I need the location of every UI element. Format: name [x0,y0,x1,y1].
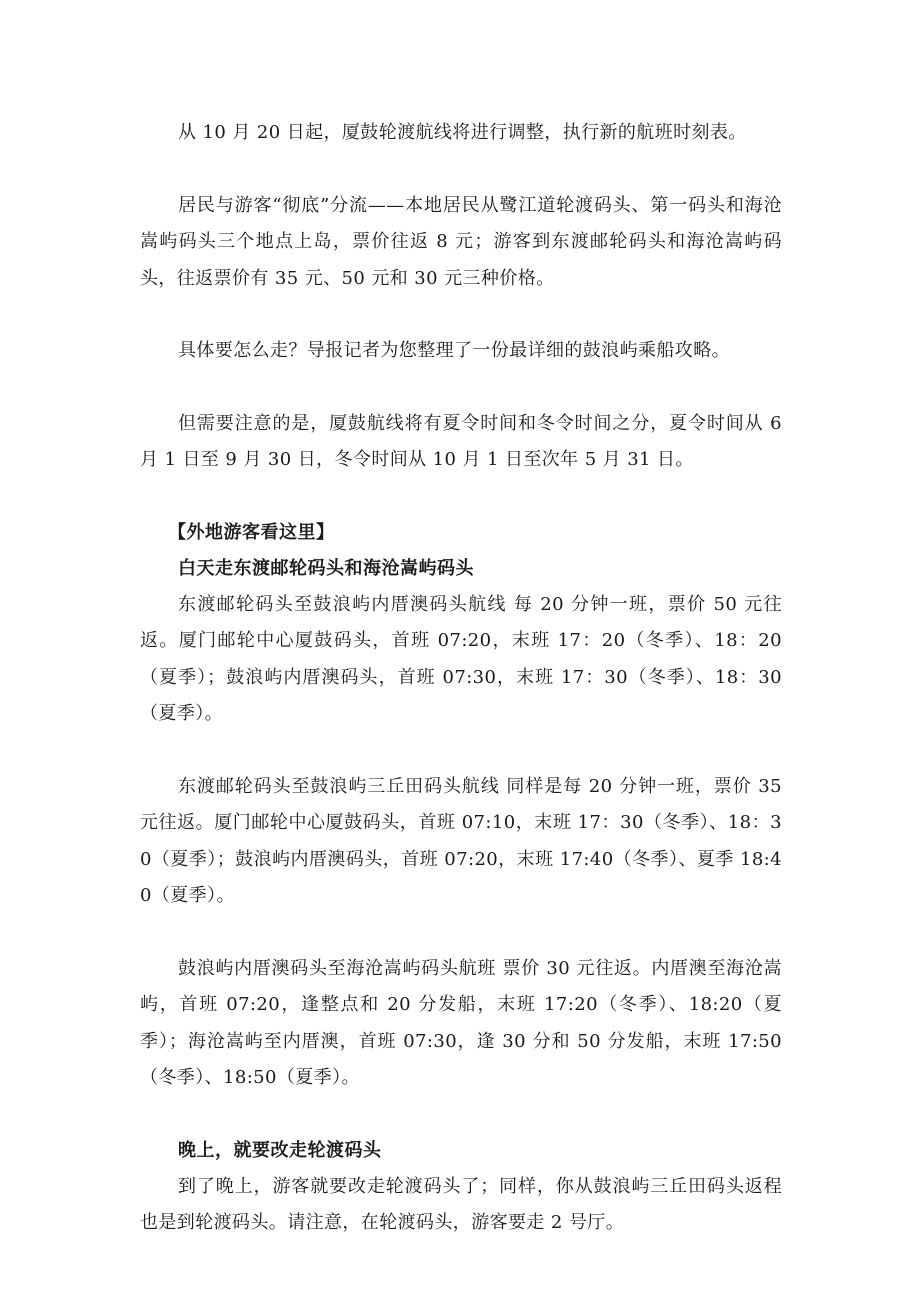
paragraph-gap [140,733,782,769]
paragraph-gap [140,297,782,333]
route-dongdu-neicuoao: 东渡邮轮码头至鼓浪屿内厝澳码头航线 每 20 分钟一班，票价 50 元往返。厦门邮轮中心厦鼓码头，首班 07:20，末班 17：20（冬季）、18：20（夏季）；鼓浪屿内厝澳码头，首班 07:30，末班 17：30（冬季）、18：30（夏季）。 [140,593,782,724]
paragraph-gap [140,1097,782,1133]
route-neicuoao-haicang: 鼓浪屿内厝澳码头至海沧嵩屿码头航班 票价 30 元往返。内厝澳至海沧嵩屿，首班 07:20，逢整点和 20 分发船，末班 17:20（冬季）、18:20（夏季）；海沧嵩屿至内厝澳，首班 07:30，逢 30 分和 50 分发船，末班 17:50（冬季）、18:50（夏季）。 [140,957,782,1088]
document-page [140,115,782,1242]
subtitle-nighttime: 晚上，就要改走轮渡码头 [178,1139,382,1161]
paragraph-gap [140,479,782,515]
paragraph-gap [140,915,782,951]
paragraph-night-ferry: 到了晚上，游客就要改走轮渡码头了；同样，你从鼓浪屿三丘田码头返程也是到轮渡码头。请注意，在轮渡码头，游客要走 2 号厅。 [140,1175,782,1233]
section-title-outsiders: 【外地游客看这里】 [168,521,335,543]
paragraph-guide-intro: 具体要怎么走？导报记者为您整理了一份最详细的鼓浪屿乘船攻略。 [178,340,730,361]
paragraph-gap [140,152,782,188]
subtitle-daytime: 白天走东渡邮轮码头和海沧嵩屿码头 [178,557,474,579]
route-dongdu-sanqiutian: 东渡邮轮码头至鼓浪屿三丘田码头航线 同样是每 20 分钟一班，票价 35 元往返。厦门邮轮中心厦鼓码头，首班 07:10，末班 17：30（冬季）、18：30（夏季）；鼓浪屿内厝澳码头，首班 07:20，末班 17:40（冬季）、夏季 18:40（夏季）。 [140,775,782,906]
paragraph-summer-winter-time: 但需要注意的是，厦鼓航线将有夏令时间和冬令时间之分，夏令时间从 6 月 1 日至 9 月 30 日，冬令时间从 10 月 1 日至次年 5 月 31 日。 [140,412,782,470]
paragraph-resident-tourist-split: 居民与游客“彻底”分流——本地居民从鹭江道轮渡码头、第一码头和海沧嵩屿码头三个地点上岛，票价往返 8 元；游客到东渡邮轮码头和海沧嵩屿码头，往返票价有 35 元、50 元和 30 元三种价格。 [140,194,782,289]
paragraph-schedule-change: 从 10 月 20 日起，厦鼓轮渡航线将进行调整，执行新的航班时刻表。 [178,122,747,143]
paragraph-gap [140,370,782,406]
